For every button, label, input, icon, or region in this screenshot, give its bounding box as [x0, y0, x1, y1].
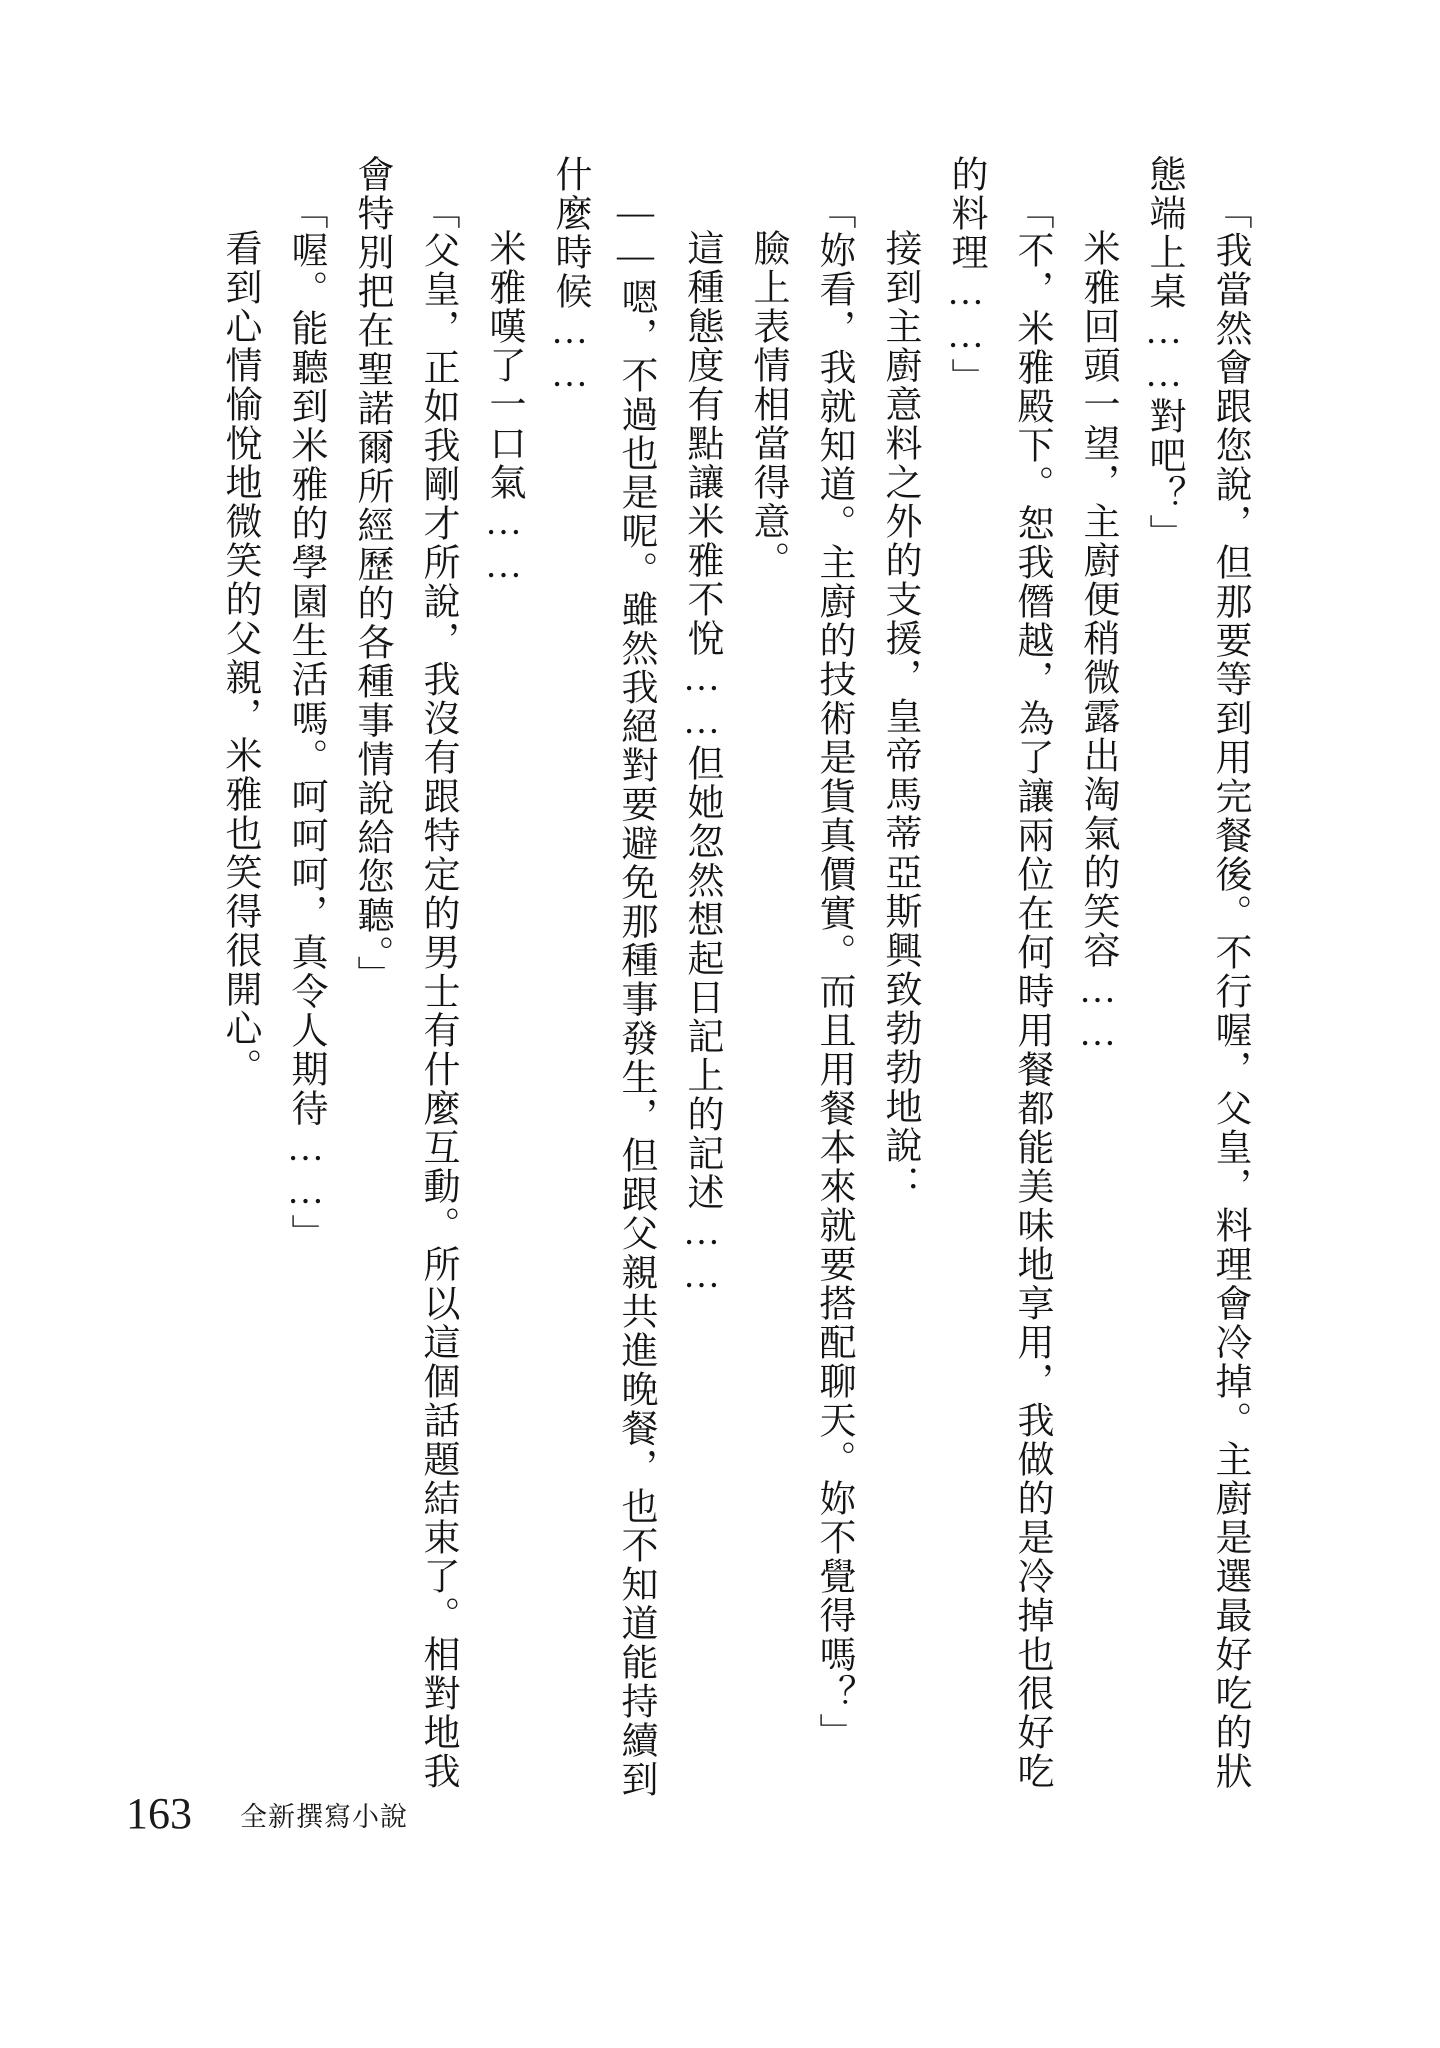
paragraph-narration: 看到心情愉悅地微笑的父親，米雅也笑得很開心。	[219, 229, 260, 1087]
paragraph-dialogue: 「父皇，正如我剛才所說，我沒有跟特定的男士有什麼互動。所以這個話題結束了。相對地我會特別把在聖諾爾所經歷的各種事情說給您聽。」	[351, 155, 458, 1791]
paragraph-narration: 米雅回頭一望，主廚便稍微露出淘氣的笑容……	[1077, 229, 1118, 1056]
page-footer	[0, 1788, 1440, 1848]
vertical-text-block	[206, 155, 1262, 1800]
paragraph-dialogue: 「我當然會跟您說，但那要等到用完餐後。不行喔，父皇，料理會冷掉。主廚是選最好吃的狀態端上桌……對吧？」	[1143, 155, 1250, 1791]
page-number: 163	[126, 1789, 192, 1838]
running-title: 全新撰寫小說	[240, 1802, 408, 1832]
paragraph-dialogue: 「妳看，我就知道。主廚的技術是貨真價實。而且用餐本來就要搭配聊天。妳不覺得嗎？」	[813, 192, 854, 1752]
paragraph-narration: 這種態度有點讓米雅不悅……但她忽然想起日記上的記述……	[681, 229, 722, 1298]
paragraph-inner-thought: ——嗯，不過也是呢。雖然我絕對要避免那種事發生，但跟父親共進晚餐，也不知道能持續到什麼時候……	[549, 155, 656, 1799]
paragraph-narration: 接到主廚意料之外的支援，皇帝馬蒂亞斯興致勃勃地說：	[879, 229, 920, 1204]
paragraph-narration: 米雅嘆了一口氣……	[483, 229, 524, 588]
paragraph-dialogue: 「喔。能聽到米雅的學園生活嗎。呵呵呵，真令人期待……」	[285, 192, 326, 1253]
paragraph-dialogue: 「不，米雅殿下。恕我僭越，為了讓兩位在何時用餐都能美味地享用，我做的是冷掉也很好吃的料理……」	[945, 155, 1052, 1791]
paragraph-narration: 臉上表情相當得意。	[747, 229, 788, 580]
